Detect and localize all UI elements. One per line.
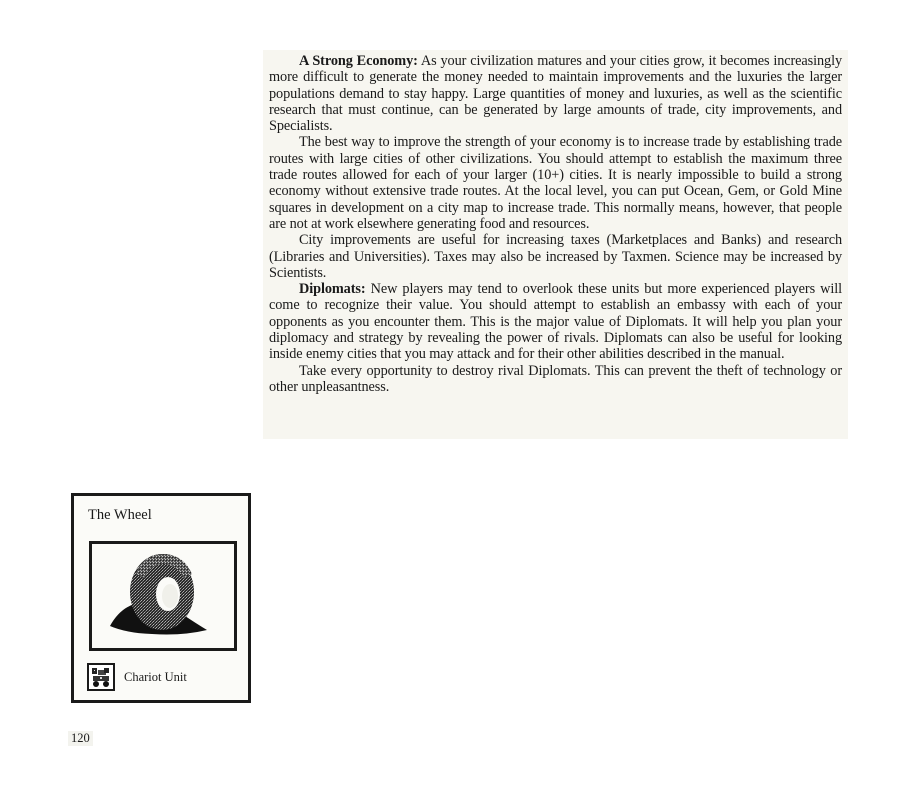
- advance-title: The Wheel: [88, 507, 152, 523]
- paragraph-text: New players may tend to overlook these units but more experienced players will come to recognize their value. You should attempt to establish an embassy with each of your opponents as you encounter them. This is the major value of Diplomats. It will help you plan your diplomacy and strategy by revealing the power of rivals. Diplomats can also be useful for looking inside enemy cities that you may attack and for their other abilities described in the manual.: [269, 281, 842, 363]
- advance-illustration: [89, 541, 237, 651]
- paragraph-trade-routes: The best way to improve the strength of your economy is to increase trade by establishing trade routes with large cities of other civilizations. You should attempt to establish the maximum three trade routes allowed for each of your larger (10+) cities. It is nearly impossible to build a strong economy without extensive trade routes. At the local level, you can put Ocean, Gem, or Gold Mine squares in development on a city map to increase trade. This normally means, however, that people are not at work elsewhere generating food and resources.: [269, 134, 842, 232]
- heading-strong-economy: A Strong Economy:: [299, 53, 418, 69]
- chariot-icon: [87, 663, 115, 691]
- paragraph-diplomats: [269, 281, 842, 362]
- heading-diplomats: Diplomats:: [299, 281, 366, 298]
- paragraph-city-improvements: City improvements are useful for increasing taxes (Marketplaces and Banks) and research (Libraries and Universities). Taxes may also be increased by Taxmen. Science may be increased by Scientists.: [269, 232, 842, 281]
- paragraph-strong-economy: [269, 53, 842, 134]
- page-number: 120: [68, 731, 93, 746]
- paragraph-text: As your civilization matures and your cities grow, it becomes increasingly more difficult to generate the money needed to maintain improvements and the luxuries the larger populations demand to stay happy. Large quantities of money and luxuries, as well as the scientific research that must continue, can be generated by large amounts of trade, city improvements, and Specialists.: [269, 53, 843, 135]
- article-text: [263, 50, 848, 439]
- wheel-icon: [92, 544, 234, 648]
- paragraph-destroy-diplomats: Take every opportunity to destroy rival Diplomats. This can prevent the theft of technology or other unpleasantness.: [269, 362, 842, 395]
- advance-sidebar: [71, 493, 251, 703]
- unit-label: Chariot Unit: [124, 670, 187, 684]
